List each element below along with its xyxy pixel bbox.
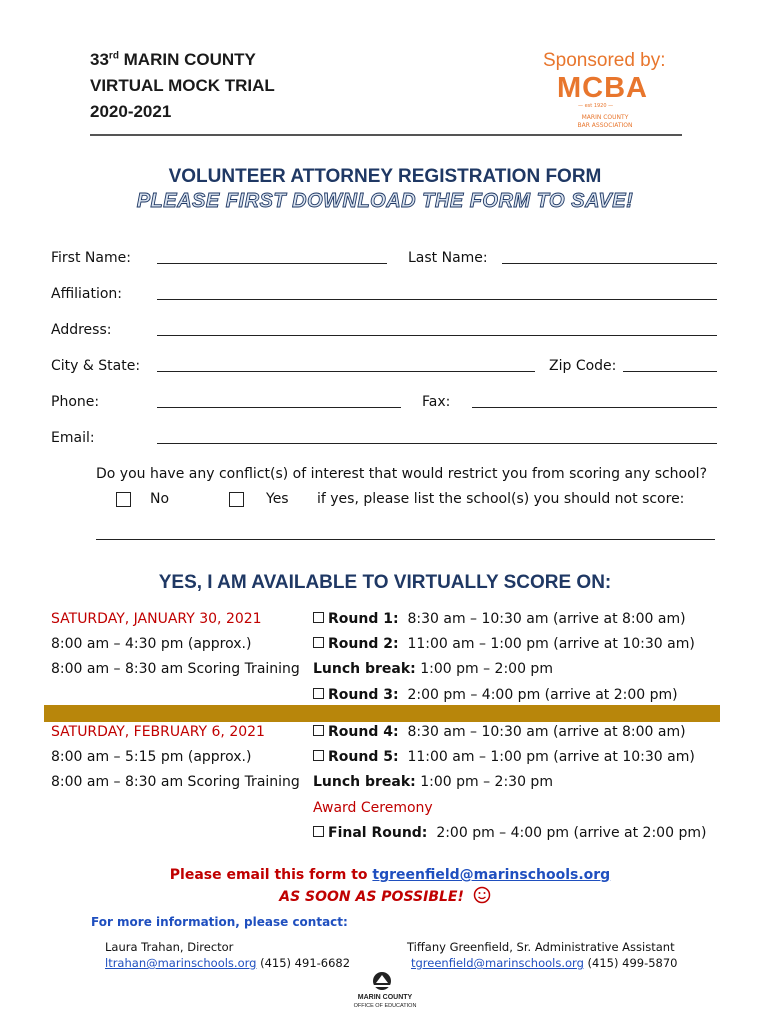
marin-county-office-logo-text: MARIN COUNTY OFFICE OF EDUCATION bbox=[353, 994, 417, 1009]
round1-checkbox[interactable] bbox=[313, 612, 324, 623]
conflict-question: Do you have any conflict(s) of interest that would restrict you from scoring any school? bbox=[96, 466, 708, 482]
address-field[interactable] bbox=[157, 335, 717, 336]
round2-option[interactable]: Round 2: 11:00 am – 1:00 pm (arrive at 10:30 am) bbox=[313, 636, 695, 652]
round3-option[interactable]: Round 3: 2:00 pm – 4:00 pm (arrive at 2:00 pm) bbox=[313, 687, 678, 703]
contact2-details: tgreenfield@marinschools.org (415) 499-5870 bbox=[411, 956, 678, 970]
email-label: Email: bbox=[51, 430, 95, 446]
form-subtitle: PLEASE FIRST DOWNLOAD THE FORM TO SAVE! bbox=[136, 190, 634, 212]
round2-checkbox[interactable] bbox=[313, 637, 324, 648]
form-title: VOLUNTEER ATTORNEY REGISTRATION FORM bbox=[168, 166, 602, 187]
fax-field[interactable] bbox=[472, 407, 717, 408]
mcba-logo-est: — est 1920 — bbox=[578, 103, 614, 109]
conflict-list-label: if yes, please list the school(s) you should not score: bbox=[317, 491, 685, 507]
sponsored-by-label: Sponsored by: bbox=[543, 50, 666, 71]
day1-lunch: Lunch break: 1:00 pm – 2:00 pm bbox=[313, 661, 553, 677]
round5-checkbox[interactable] bbox=[313, 750, 324, 761]
marin-county-office-logo-icon bbox=[370, 970, 394, 992]
last-name-field[interactable] bbox=[502, 263, 717, 264]
first-name-field[interactable] bbox=[157, 263, 387, 264]
conflict-schools-field[interactable] bbox=[96, 539, 715, 540]
mcba-logo: MCBA bbox=[557, 72, 648, 104]
city-state-field[interactable] bbox=[157, 371, 535, 372]
day-divider-band bbox=[44, 705, 720, 722]
affiliation-field[interactable] bbox=[157, 299, 717, 300]
address-label: Address: bbox=[51, 322, 112, 338]
day2-date: SATURDAY, FEBRUARY 6, 2021 bbox=[51, 724, 265, 740]
zip-code-label: Zip Code: bbox=[549, 358, 617, 374]
email-field[interactable] bbox=[157, 443, 717, 444]
city-state-label: City & State: bbox=[51, 358, 141, 374]
contact1-email-link[interactable]: ltrahan@marinschools.org bbox=[105, 956, 257, 970]
contact2-email-link[interactable]: tgreenfield@marinschools.org bbox=[411, 956, 584, 970]
phone-label: Phone: bbox=[51, 394, 100, 410]
header-divider bbox=[90, 134, 682, 136]
last-name-label: Last Name: bbox=[408, 250, 488, 266]
conflict-yes-label: Yes bbox=[266, 491, 289, 507]
day2-hours: 8:00 am – 5:15 pm (approx.) bbox=[51, 749, 252, 765]
availability-heading: YES, I AM AVAILABLE TO VIRTUALLY SCORE ON: bbox=[158, 572, 612, 593]
email-prompt: Please email this form to tgreenfield@marinschools.org bbox=[169, 867, 611, 883]
contact2-name: Tiffany Greenfield, Sr. Administrative Assistant bbox=[407, 940, 675, 954]
first-name-label: First Name: bbox=[51, 250, 131, 266]
zip-code-field[interactable] bbox=[623, 371, 717, 372]
day1-hours: 8:00 am – 4:30 pm (approx.) bbox=[51, 636, 252, 652]
event-title-line1: 33rd MARIN COUNTY bbox=[90, 50, 256, 69]
round3-checkbox[interactable] bbox=[313, 688, 324, 699]
event-title-line2: VIRTUAL MOCK TRIAL bbox=[90, 76, 275, 95]
more-info-label: For more information, please contact: bbox=[91, 915, 348, 929]
round4-option[interactable]: Round 4: 8:30 am – 10:30 am (arrive at 8:00 am) bbox=[313, 724, 686, 740]
day1-training: 8:00 am – 8:30 am Scoring Training bbox=[51, 661, 300, 677]
contact1-name: Laura Trahan, Director bbox=[105, 940, 234, 954]
fax-label: Fax: bbox=[422, 394, 451, 410]
phone-field[interactable] bbox=[157, 407, 401, 408]
round4-checkbox[interactable] bbox=[313, 725, 324, 736]
submission-email-link[interactable]: tgreenfield@marinschools.org bbox=[372, 867, 611, 883]
contact1-details: ltrahan@marinschools.org (415) 491-6682 bbox=[105, 956, 351, 970]
day2-lunch: Lunch break: 1:00 pm – 2:30 pm bbox=[313, 774, 553, 790]
conflict-yes-checkbox[interactable] bbox=[229, 492, 244, 507]
mcba-logo-subtitle: MARIN COUNTY BAR ASSOCIATION bbox=[577, 114, 633, 129]
round5-option[interactable]: Round 5: 11:00 am – 1:00 pm (arrive at 10:30 am) bbox=[313, 749, 695, 765]
day1-date: SATURDAY, JANUARY 30, 2021 bbox=[51, 611, 262, 627]
event-year: 2020-2021 bbox=[90, 102, 172, 121]
round1-option[interactable]: Round 1: 8:30 am – 10:30 am (arrive at 8:00 am) bbox=[313, 611, 686, 627]
final-round-option[interactable]: Final Round: 2:00 pm – 4:00 pm (arrive at 2:00 pm) bbox=[313, 825, 706, 841]
conflict-no-checkbox[interactable] bbox=[116, 492, 131, 507]
smiley-icon bbox=[473, 886, 491, 904]
day2-training: 8:00 am – 8:30 am Scoring Training bbox=[51, 774, 300, 790]
affiliation-label: Affiliation: bbox=[51, 286, 123, 302]
award-ceremony: Award Ceremony bbox=[313, 800, 433, 816]
asap-notice: AS SOON AS POSSIBLE! bbox=[0, 886, 770, 905]
final-round-checkbox[interactable] bbox=[313, 826, 324, 837]
conflict-no-label: No bbox=[150, 491, 170, 507]
